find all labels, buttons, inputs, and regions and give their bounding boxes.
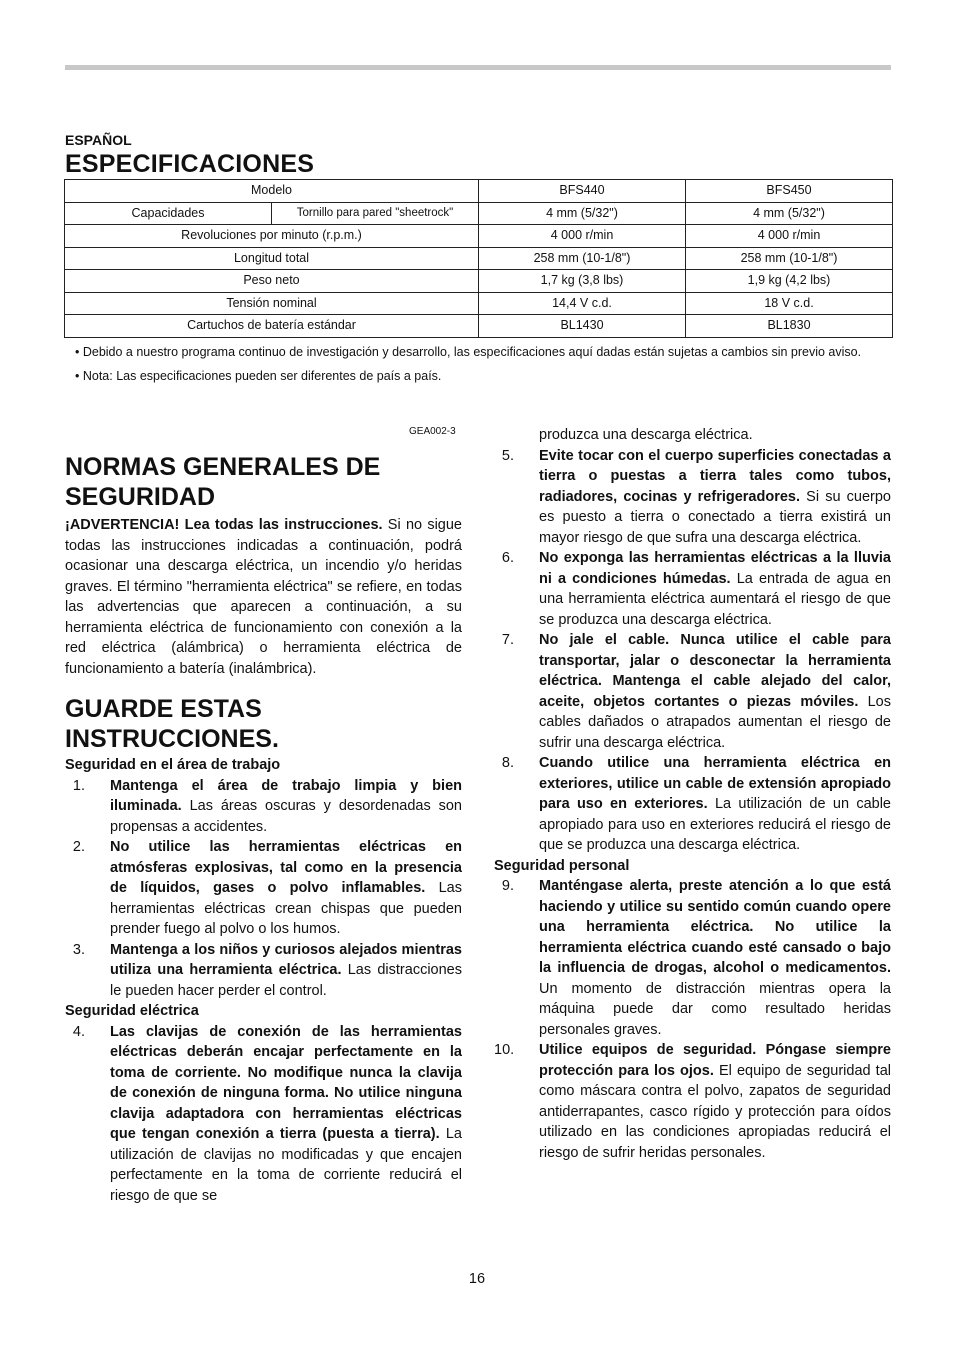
item-number: 8. <box>501 755 514 771</box>
item-bold: Manténgase alerta, preste atención a lo que está haciendo y utilice su sentido común cuando opere una herramienta eléctrica. No utilice la herramienta eléctrica cuando esté cansado o bajo la influencia de drogas, alcohol o medicamentos. <box>539 878 891 976</box>
item-number: 9. <box>501 878 514 894</box>
right-column <box>494 425 891 1163</box>
list-item <box>65 837 462 940</box>
list-item <box>65 940 462 1002</box>
table-cell: 14,4 V c.d. <box>479 292 686 315</box>
reference-code: GEA002-3 <box>409 426 456 437</box>
note: • Debido a nuestro programa continuo de investigación y desarrollo, las especificaciones aquí dadas están sujetas a cambios sin previo aviso. <box>75 345 862 359</box>
item-bold: Evite tocar con el cuerpo superficies conectadas a tierra o puestas a tierra tales como tubos, radiadores, cocinas y refrigeradores. <box>539 447 891 505</box>
item-number: 7. <box>501 632 514 648</box>
table-row <box>65 180 893 203</box>
table-cell: BL1430 <box>479 315 686 338</box>
table-cell: 4 000 r/min <box>686 225 893 248</box>
list-item <box>494 1040 891 1163</box>
list-item <box>494 548 891 630</box>
continuation-text: produzca una descarga eléctrica. <box>539 427 753 443</box>
item-text: La entrada de agua en una herramienta eléctrica aumentará el riesgo de que se produzca una descarga eléctrica. <box>539 570 891 628</box>
warning-text: Si no sigue todas las instrucciones indicadas a continuación, podrá ocasionar una descarga eléctrica, un incendio y/o heridas graves. El término "herramienta eléctrica" se refiere, en todas las advertencias que aparecen a continuación, a su herramienta eléctrica de funcionamiento con conexión a la red eléctrica (alámbrica) o herramienta eléctrica de funcionamiento a batería (inalámbrica). <box>65 517 463 677</box>
item-text: Un momento de distracción mientras opera la máquina puede dar como resultado heridas personales graves. <box>539 980 891 1038</box>
language-label: ESPAÑOL <box>65 132 132 148</box>
table-cell: 4 mm (5/32") <box>479 202 686 225</box>
item-text: La utilización de un cable apropiado para uso en exteriores reducirá el riesgo de que se produzca una descarga eléctrica. <box>539 796 891 853</box>
spec-notes <box>75 343 875 391</box>
table-row <box>65 315 893 338</box>
table-cell: 1,7 kg (3,8 lbs) <box>479 270 686 293</box>
subheading-work-area: Seguridad en el área de trabajo <box>65 757 281 773</box>
table-row <box>65 202 893 225</box>
table-cell: Revoluciones por minuto (r.p.m.) <box>65 225 479 248</box>
list-item <box>494 876 891 1040</box>
table-row <box>65 225 893 248</box>
item-bold: No exponga las herramientas eléctricas a la lluvia ni a condiciones húmedas. <box>539 550 891 587</box>
table-cell: 258 mm (10-1/8") <box>686 247 893 270</box>
item-bold: No jale el cable. Nunca utilice el cable para transportar, jalar o desconectar la herramienta eléctrica. Mantenga el cable alejado del calor, aceite, objetos cortantes o piezas móviles. <box>539 632 891 710</box>
table-cell: 4 mm (5/32") <box>686 202 893 225</box>
item-number: 1. <box>72 777 85 794</box>
item-number: 5. <box>501 447 514 464</box>
item-bold: No utilice las herramientas eléctricas en atmósferas explosivas, tal como en la presencia de líquidos, gases o polvo inflamables. <box>110 839 462 896</box>
item-bold: Las clavijas de conexión de las herramientas eléctricas deberán encajar perfectamente en la toma de corriente. No modifique nunca la clavija de conexión de ninguna forma. No utilice ninguna clavija adaptadora con herramientas eléctricas que tengan conexión a tierra (puesta a tierra). <box>110 1023 462 1142</box>
table-cell: Tornillo para pared "sheetrock" <box>272 202 479 225</box>
item-text: Las distracciones le pueden hacer perder el control. <box>110 962 462 999</box>
table-cell: BL1830 <box>686 315 893 338</box>
table-cell: Cartuchos de batería estándar <box>65 315 479 338</box>
table-cell: Tensión nominal <box>65 292 479 315</box>
item-number: 4. <box>72 1023 85 1040</box>
table-cell: 1,9 kg (4,2 lbs) <box>686 270 893 293</box>
top-rule <box>65 65 891 70</box>
page-number: 16 <box>468 1271 486 1287</box>
spec-table <box>64 179 893 338</box>
item-bold: Mantenga a los niños y curiosos alejados mientras utiliza una herramienta eléctrica. <box>110 941 462 978</box>
left-column <box>65 452 462 1206</box>
item-number: 6. <box>501 550 514 566</box>
item-number: 2. <box>72 839 85 855</box>
table-cell: Longitud total <box>65 247 479 270</box>
table-cell: 4 000 r/min <box>479 225 686 248</box>
item-text: Los cables dañados o atrapados aumentan el riesgo de sufrir una descarga eléctrica. <box>539 693 891 751</box>
section-title-save-instructions: GUARDE ESTAS INSTRUCCIONES. <box>65 695 279 753</box>
list-item <box>494 446 891 549</box>
item-text: La utilización de clavijas no modificadas y que encajen perfectamente en la toma de corriente reducirá el riesgo de que se <box>110 1126 462 1204</box>
section-title-general-safety: NORMAS GENERALES DE SEGURIDAD <box>65 453 381 511</box>
item-bold: Utilice equipos de seguridad. Póngase siempre protección para los ojos. <box>539 1042 891 1079</box>
table-cell: Peso neto <box>65 270 479 293</box>
list-item <box>65 1022 462 1207</box>
item-bold: Cuando utilice una herramienta eléctrica en exteriores, utilice un cable de extensión apropiado para uso en exteriores. <box>539 755 891 812</box>
table-row <box>65 247 893 270</box>
item-number: 10. <box>494 1042 515 1058</box>
table-row <box>65 270 893 293</box>
warning-bold: ¡ADVERTENCIA! Lea todas las instrucciones. <box>65 517 383 533</box>
table-row <box>65 292 893 315</box>
table-cell: BFS440 <box>479 180 686 203</box>
table-cell: 18 V c.d. <box>686 292 893 315</box>
table-cell: 258 mm (10-1/8") <box>479 247 686 270</box>
item-text: Si su cuerpo es puesto a tierra o conectado a tierra existirá un mayor riesgo de que sufra una descarga eléctrica. <box>539 488 891 546</box>
note: • Nota: Las especificaciones pueden ser diferentes de país a país. <box>75 369 442 383</box>
item-text: El equipo de seguridad tal como máscara contra el polvo, zapatos de seguridad antiderrapantes, casco rígido y protección para oídos utilizado en las condiciones apropiadas reducirá el riesgo de sufrir heridas personales. <box>539 1062 891 1161</box>
list-item <box>494 753 891 856</box>
warning-paragraph <box>65 515 462 679</box>
subheading-electrical: Seguridad eléctrica <box>65 1003 199 1019</box>
item-text: Las áreas oscuras y desordenadas son propensas a accidentes. <box>110 798 462 835</box>
item-number: 3. <box>72 941 85 958</box>
spec-title: ESPECIFICACIONES <box>65 150 315 178</box>
table-cell: BFS450 <box>686 180 893 203</box>
table-cell: Modelo <box>65 180 479 203</box>
table-cell: Capacidades <box>65 202 272 225</box>
subheading-personal: Seguridad personal <box>494 857 630 874</box>
list-item <box>494 630 891 753</box>
item-bold: Mantenga el área de trabajo limpia y bien iluminada. <box>110 777 462 814</box>
list-item <box>65 776 462 838</box>
item-text: Las herramientas eléctricas crean chispas que pueden prender fuego al polvo o los humos. <box>110 880 462 937</box>
